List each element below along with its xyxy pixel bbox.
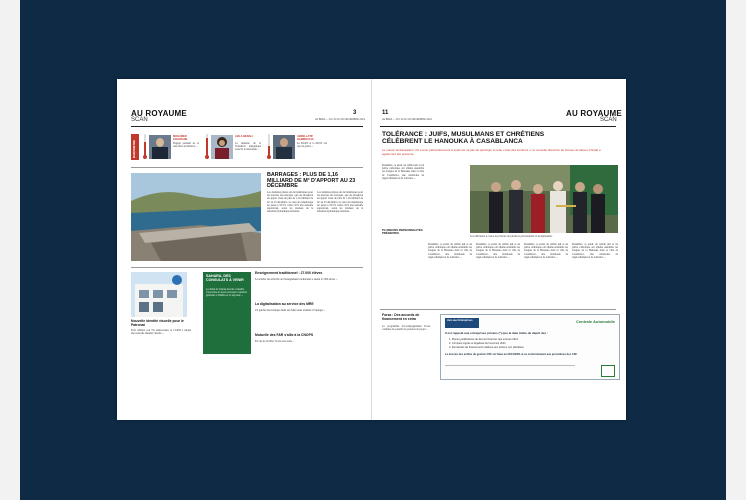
person-name: ABDELLATIF HAMMOUCHI	[297, 135, 314, 141]
thermometer-icon	[205, 134, 209, 160]
item-text: Le nombre des effectifs de l'enseignement traditionnel a atteint 27.000 élèves ...	[255, 278, 338, 281]
ad-badge-label: Avis aux Entreprises	[447, 319, 473, 322]
person-text: Engagé pendant de la rencontre au ministre ...	[173, 142, 199, 149]
divider	[131, 167, 363, 168]
person-text: Le DGSN et la DGST ont reçu le grand ...	[297, 142, 327, 149]
section-subtitle: SCAN	[131, 117, 148, 123]
person-photo	[211, 135, 233, 159]
building-photo	[131, 272, 187, 317]
photo-caption: La célébration a connu la présence de plusieurs personnalités et de diplomates.	[470, 235, 553, 238]
ad-brand: Centrale Automobile	[576, 319, 615, 324]
ad-logo-icon	[601, 365, 615, 377]
body-col5: Ensemble, ce jeudi, un rabbin juif et un prêtre catholique ont allumé ensemble les bougies de la Hanouka dans la ville de Casablanca, une cérémonie de rapprochement et de tolérance ...	[572, 243, 618, 259]
ad-badge	[445, 318, 479, 328]
person-photo	[149, 135, 171, 159]
page-number: 3	[353, 110, 357, 116]
section-subtitle: SCAN	[600, 117, 617, 123]
page-meta: LE BREF — DU 20 AU 26 DECEMBRE 2021	[315, 118, 366, 121]
person-name: LEILA BENALI	[235, 135, 253, 138]
magazine-spread	[117, 79, 626, 420]
subhead: PLUSIEURS PERSONNALITÉS PRÉSENTES	[382, 228, 423, 235]
sahara-text: Le début de l'année devrait connaître l'ouverture de deux nouveaux consulats généraux à Dakhla et à Laâyoune ...	[206, 288, 247, 298]
left-page	[117, 79, 371, 420]
sahara-title: SAHARA, DES CONSULATS À VENIR	[206, 274, 244, 282]
item-headline: Enseignement traditionnel : 27.000 élèves	[255, 271, 323, 275]
dam-photo	[131, 173, 261, 261]
identity-text: Pour célébrer son 75e anniversaire, la CGEM a adopté une nouvelle identité visuelle ...	[131, 329, 191, 336]
person-name: MOHAMED FAKHRANE	[173, 135, 188, 141]
ad-point: 1. Pièces justificatives de dernier financier des entrées 2021,	[449, 338, 519, 341]
ad-point: 3. Demandes de financement relatives aux actions non planifiées	[449, 346, 524, 349]
person-photo	[273, 135, 295, 159]
page-number: 11	[382, 110, 389, 116]
divider	[380, 309, 616, 310]
body-col3: Ensemble, ce jeudi, un rabbin juif et un prêtre catholique ont allumé ensemble les bougies de la Hanouka dans la ville de Casablanca, une cérémonie de rapprochement et de tolérance ...	[476, 243, 520, 259]
page-meta: LE BREF — DU 20 AU 26 DECEMBRE 2021	[382, 118, 433, 121]
section-title: AU ROYAUME	[566, 109, 622, 118]
ad-point: 2. Comptes signés et légalisés de l'exercice 2021	[449, 342, 506, 345]
body-col1: Ensemble, ce jeudi, un rabbin juif et un prêtre catholique ont allumé ensemble les bougies de la Hanouka dans la ville de Casablanca, une cérémonie de rapprochement et de tolérance ...	[382, 164, 424, 180]
ad-intro: Il est rappelé aux entreprises privées (*) que la date limite de dépôt des :	[445, 331, 549, 335]
ad-box	[440, 314, 620, 380]
dam-headline: BARRAGES : PLUS DE 1,16 MILLIARD DE M³ D'APPORT AU 23 DÉCEMBRE	[267, 172, 356, 190]
deck: Le nouvel ambassadeur US a tenu particulièrement à exprimer sa joie de participer à cette « fête des lumières » La nouvelle directrice du bureau de liaison d'Israël a également été présente.	[382, 148, 601, 156]
hanouka-photo	[470, 165, 618, 233]
dam-text-col1: Les dernières pluies ont été bénéfiques pour les réserves des barrages, qui ont enregistré un apport d'eau de plus de 1,16 milliard de m³ au 23 décembre. Le taux de remplissage est passé à 33,5% contre 32% une semaine auparavant, selon les données de la situation hydraulique nationale.	[267, 191, 313, 214]
identity-headline: Nouvelle identité visuelle pour le Patronat	[131, 319, 184, 327]
item-text: En vue de faciliter l'accès aux soins ...	[255, 340, 295, 343]
sahara-box	[203, 272, 251, 354]
thermometer-icon	[143, 134, 147, 160]
header-rule	[131, 126, 363, 127]
main-headline: TOLÉRANCE : JUIFS, MUSULMANS ET CHRÉTIENS CÉLÈBRENT LE HANOUKA À CASABLANCA	[382, 131, 545, 145]
forsa-text: Le programme d'accompagnement Forsa continue de soutenir les porteurs de projet ...	[382, 325, 430, 332]
dam-text-col2: Les dernières pluies ont été bénéfiques pour les réserves des barrages, qui ont enregistré un apport d'eau de plus de 1,16 milliard de m³ au 23 décembre. Le taux de remplissage est passé à 33,5% contre 32% une semaine auparavant, selon les données de la situation hydraulique nationale.	[317, 191, 363, 214]
forsa-headline: Forsa : Des accords de financement en extra	[382, 313, 420, 321]
section-title: AU ROYAUME	[131, 109, 187, 118]
right-page	[372, 79, 626, 420]
thermometer-icon	[267, 134, 271, 160]
item-text: Un guichet électronique dédié aux Marocains résidant à l'étranger ...	[255, 309, 326, 312]
barometer-tag	[131, 134, 139, 160]
item-headline: La digitalisation au service des MRE	[255, 302, 314, 306]
divider	[131, 267, 363, 268]
item-headline: Mutuelle des FAR s'allie à la CNOPS	[255, 333, 314, 337]
person-text: La ministre de la Transition énergétique souscrit le lancement ...	[235, 142, 261, 152]
ad-footer: Le dossier des entités de gestion CSF est fixée au 31/12/2021 et en conformément aux procédures des CSF	[445, 353, 578, 356]
header-rule	[380, 126, 616, 127]
ad-divider	[445, 365, 575, 366]
body-col2: Ensemble, ce jeudi, un rabbin juif et un prêtre catholique ont allumé ensemble les bougies de la Hanouka dans la ville de Casablanca, une cérémonie de rapprochement et de tolérance ...	[428, 243, 472, 259]
barometer-label: BAROMETRE	[132, 139, 136, 158]
body-col4: Ensemble, ce jeudi, un rabbin juif et un prêtre catholique ont allumé ensemble les bougies de la Hanouka dans la ville de Casablanca, une cérémonie de rapprochement et de tolérance ...	[524, 243, 568, 259]
